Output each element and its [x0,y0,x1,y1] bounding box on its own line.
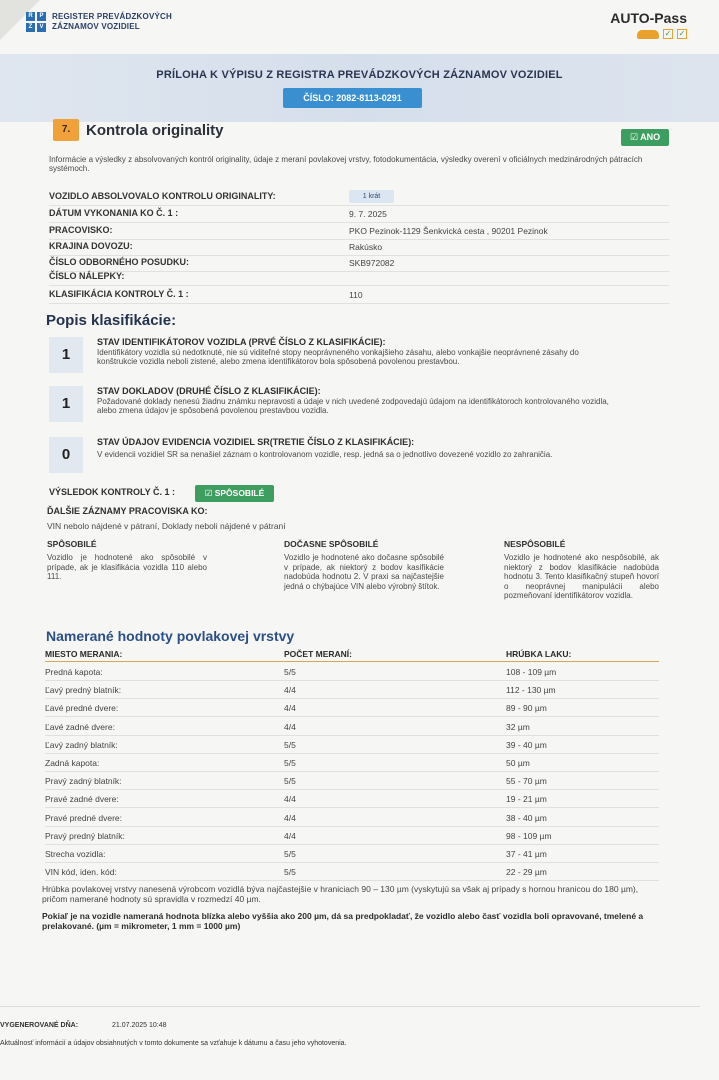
register-logo-icon [26,12,46,32]
cell-count: 4/4 [284,685,296,696]
cell-thickness: 112 - 130 µm [506,685,556,696]
cell-location: Predná kapota: [45,667,103,677]
table-row [45,845,659,863]
register-logo-text [52,12,172,32]
cell-thickness: 19 - 21 µm [506,794,547,805]
cell-thickness: 32 µm [506,721,530,732]
cell-count: 5/5 [284,776,296,787]
cell-location: Ľavý predný blatník: [45,685,122,696]
cell-location: Pravé zadné dvere: [45,794,119,805]
cell-location: Pravé predné dvere: [45,812,123,823]
generated-label-text: VYGENEROVANÉ DŇA: [0,1022,79,1029]
cell-thickness: 38 - 40 µm [506,812,547,823]
cell-thickness: 98 - 109 µm [506,830,552,841]
cell-thickness: 22 - 29 µm [506,867,547,878]
detail-row [49,223,669,240]
generated-label [0,1022,78,1029]
legend-title-capable: SPÔSOBILÉ [47,539,97,549]
result-label: VÝSLEDOK KONTROLY Č. 1 : [49,487,176,497]
table-row [45,754,659,772]
cell-location: Ľavý zadný blatník: [45,739,118,750]
cell-thickness: 89 - 90 µm [506,703,547,714]
classification-title: STAV ÚDAJOV EVIDENCIA VOZIDIEL SR(TRETIE ČÍSLO Z KLASIFIKÁCIE): [97,437,415,447]
cell-location: Ľavé predné dvere: [45,703,119,714]
car-icon [637,30,659,39]
detail-label: ČÍSLO NÁLEPKY: [49,271,125,281]
legend-text-capable: Vozidlo je hodnotené ako spôsobilé v prípade, ak je klasifikácia vozidla 110 alebo 111. [47,553,207,581]
table-row [45,827,659,845]
document-number-badge: ČÍSLO: 2082-8113-0291 [283,88,422,108]
logo-line-1: REGISTER PREVÁDZKOVÝCH [52,12,172,21]
legend-title-incapable: NESPÔSOBILÉ [504,539,566,549]
classification-title: STAV DOKLADOV (DRUHÉ ČÍSLO Z KLASIFIKÁCIE): [97,386,321,396]
cell-location: VIN kód, iden. kód: [45,867,117,878]
legend-text-temporary: Vozidlo je hodnotené ako dočasne spôsobilé v prípade, ak niektorý z bodov kasifikácie nadobúda hodnotu 2. V praxi sa najčastejšie jedná o chýbajúce VIN alebo výrobný štítok. [284,553,444,591]
detail-label: KRAJINA DOVOZU: [49,241,133,251]
cell-count: 5/5 [284,739,296,750]
footer-divider [0,1006,700,1007]
checkbox-icon: ☑ [629,132,638,142]
logo-letter: V [37,23,46,32]
cell-location: Pravý zadný blatník: [45,776,122,787]
logo-letter: R [26,12,35,21]
classification-description: Identifikátory vozidla sú nedotknuté, nie sú viditeľné stopy neoprávneného vonkajšieho zásahu, alebo vonkajšie neoprávnené zásahy do konštrukcie vozidla neboli zistené, alebo zmena identifikátorov bola spôsobená povolenou prestavbou. [97,348,579,366]
title-banner [0,54,719,122]
detail-value: 9. 7. 2025 [349,209,387,219]
column-header-count: POČET MERANÍ: [284,649,352,659]
cell-count: 5/5 [284,849,296,859]
detail-value: 110 [349,290,363,300]
logo-letter: P [37,12,46,21]
cell-count: 4/4 [284,703,296,714]
autopass-logo [610,10,687,39]
table-row [45,663,659,681]
cell-location: Strecha vozidla: [45,849,106,859]
status-text: ANO [640,132,661,142]
table-row [45,699,659,717]
detail-row [49,189,669,206]
table-row [45,809,659,827]
result-badge-text: SPÔSOBILÉ [214,488,265,498]
detail-label: KLASIFIKÁCIA KONTROLY Č. 1 : [49,289,189,299]
section-number-badge: 7. [53,119,79,141]
section-intro: Informácie a výsledky z absolvovaných kontról originality, údaje z meraní povlakovej vrstvy, fotodokumentácia, výsledky overení v oficiálnych medzinárodných pátracích systémoch. [49,155,643,173]
cell-thickness: 39 - 40 µm [506,739,547,750]
detail-label: ČÍSLO ODBORNÉHO POSUDKU: [49,257,190,267]
register-logo [26,12,172,32]
generated-date: 21.07.2025 10:48 [112,1022,167,1029]
detail-row [49,269,669,286]
cell-count: 4/4 [284,794,296,805]
column-header-location: MIESTO MERANIA: [45,649,123,659]
cell-count: 4/4 [284,830,296,841]
table-row [45,772,659,790]
status-badge [621,129,669,146]
detail-value: SKB972082 [349,258,395,268]
footer-disclaimer: Aktuálnosť informácií a údajov obsiahnutých v tomto dokumente sa vzťahuje k dátumu a času jeho vyhotovenia. [0,1040,347,1047]
brand-icons [610,29,687,39]
column-header-thickness: HRÚBKA LAKU: [506,649,572,659]
detail-row [49,287,669,304]
table-row [45,736,659,754]
cell-count: 5/5 [284,667,296,677]
cell-count: 4/4 [284,721,296,732]
paint-warning: Pokiaľ je na vozidle nameraná hodnota blízka alebo vyššia ako 200 µm, dá sa predpokladať, že vozidlo alebo časť vozidla boli opravované, tmelené a prelakované. (µm = mikrometer, 1 mm = 1000 µm) [42,911,644,931]
detail-label: DÁTUM VYKONANIA KO Č. 1 : [49,208,179,218]
classification-digit: 1 [49,386,83,422]
check-icon: ✓ [664,29,672,38]
classification-digit: 0 [49,437,83,473]
table-row [45,718,659,736]
paint-heading: Namerané hodnoty povlakovej vrstvy [46,628,295,644]
records-text: VIN nebolo nájdené v pátraní, Doklady neboli nájdené v pátraní [47,521,286,531]
detail-value: Rakúsko [349,242,383,252]
table-row [45,790,659,808]
classification-heading: Popis klasifikácie: [46,312,177,329]
cell-count: 5/5 [284,758,296,768]
logo-letter: Z [26,23,35,32]
brand-name: AUTO-Pass [610,10,687,26]
paint-table-header [45,649,659,662]
cell-thickness: 55 - 70 µm [506,776,547,787]
cell-thickness: 50 µm [506,758,530,768]
detail-row [49,206,669,223]
table-row [45,681,659,699]
cell-location: Zadná kapota: [45,758,100,768]
checkbox-icon: ☑ [204,488,213,498]
legend-title-temporary: DOČASNE SPÔSOBILÉ [284,539,379,549]
classification-title: STAV IDENTIFIKÁTOROV VOZIDLA (PRVÉ ČÍSLO Z KLASIFIKÁCIE): [97,337,386,347]
check-icon: ✓ [678,29,686,38]
result-badge [195,485,274,502]
cell-count: 5/5 [284,867,296,878]
detail-row [49,239,669,256]
control-count-chip: 1 krát [349,190,394,203]
records-label: ĎALŠIE ZÁZNAMY PRACOVISKA KO: [47,506,208,516]
cell-location: Ľavé zadné dvere: [45,721,115,732]
detail-label: PRACOVISKO: [49,225,113,235]
cell-thickness: 108 - 109 µm [506,667,557,677]
legend-text-incapable: Vozidlo je hodnotené ako nespôsobilé, ak niektorý z bodov klasifikácie nadobúda hodnotu 3. Tento klasifikačný stupeň hovorí o neoprávnej manipulácii alebo pozmeňovaní identifikátorov vozidla. [504,553,659,600]
cell-thickness: 37 - 41 µm [506,849,547,859]
logo-line-2: ZÁZNAMOV VOZIDIEL [52,22,140,31]
detail-label: VOZIDLO ABSOLVOVALO KONTROLU ORIGINALITY: [49,191,276,201]
paint-note: Hrúbka povlakovej vrstvy nanesená výrobcom vozidlá býva najčastejšie v hraniciach 90 – 130 µm (vyskytujú sa však aj prípady s hornou hranicou do 180 µm), pričom namerané hodnoty sú spravidla v rozmedzí 40 µm. [42,884,639,904]
banner-title: PRÍLOHA K VÝPISU Z REGISTRA PREVÁDZKOVÝCH ZÁZNAMOV VOZIDIEL [156,69,563,81]
detail-value: PKO Pezinok-1129 Šenkvická cesta , 90201 Pezinok [349,226,548,236]
classification-description: Požadované doklady nenesú žiadnu známku nepravosti a údaje v nich uvedené zodpovedajú údajom na identifikátoroch kontrolovaného vozidla, alebo zmena údajov je spôsobená povolenou prestavbou vozidla. [97,397,609,415]
classification-description: V evidencii vozidiel SR sa nenašiel záznam o kontrolovanom vozidle, resp. jedná sa o jednotlivo dovezené vozidlo zo zahraničia. [97,450,553,459]
table-row [45,863,659,881]
cell-count: 4/4 [284,812,296,823]
classification-digit: 1 [49,337,83,373]
section-title: Kontrola originality [86,122,224,139]
cell-location: Pravý predný blatník: [45,830,125,841]
